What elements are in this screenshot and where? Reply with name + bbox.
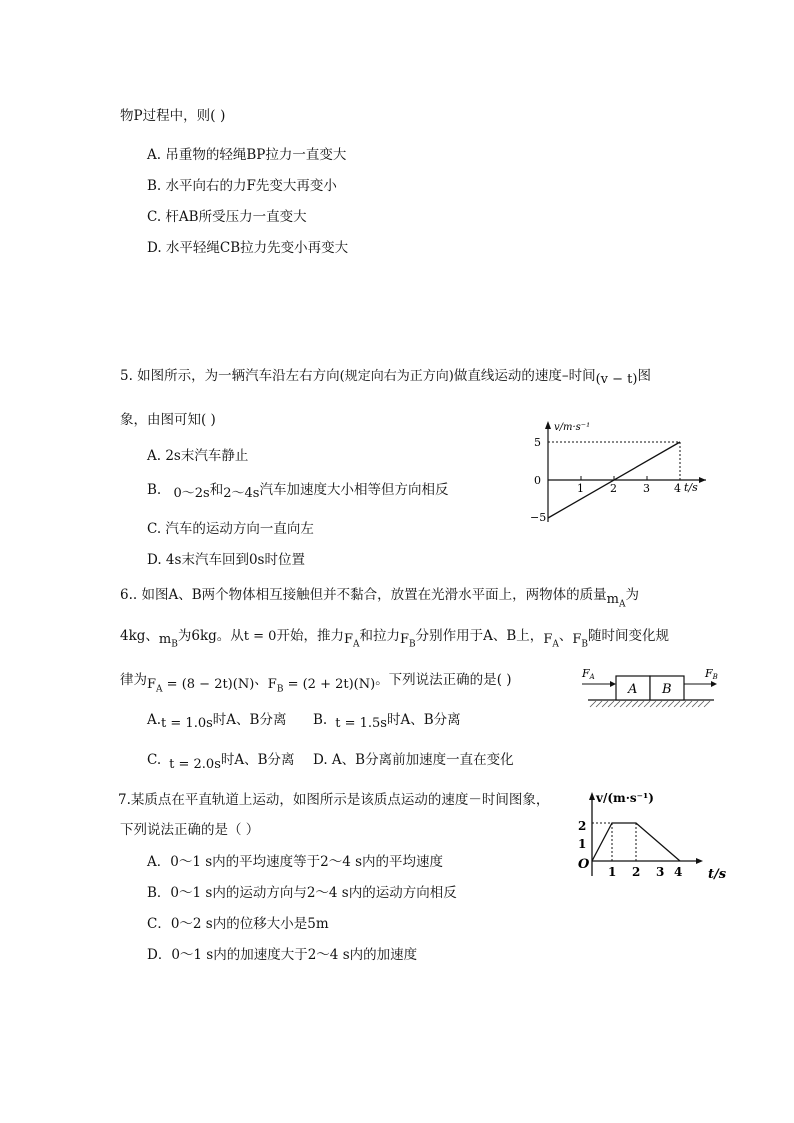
q6-option-d: D. A、B分离前加速度一直在变化 — [313, 752, 514, 768]
q7-vt-graph — [572, 788, 740, 884]
q7-ylabel: v/(m·s⁻¹) — [596, 791, 654, 805]
block-b-label: B — [662, 682, 672, 697]
q6-option-b: B. t = 1.5s时A、B分离 — [313, 712, 461, 731]
y-axis-arrow — [589, 792, 595, 800]
q4-option-b: B. 水平向右的力F先变大再变小 — [147, 178, 337, 194]
q6-blocks-figure — [580, 664, 720, 716]
q6-stem-line3: 律为$F_A = (8 - 2t)(N)$、$F_B = (2 + 2t)(N)$。下列说法正确的是( ) — [120, 672, 512, 695]
force-b-arrowhead — [711, 681, 717, 687]
block-a-label: A — [628, 682, 638, 697]
q4-option-c: C. 杆AB所受压力一直变大 — [147, 209, 307, 225]
y-label-neg5: −5 — [530, 511, 547, 524]
x-tick-2: 2 — [632, 865, 641, 879]
q6-option-a: A.t = 1.0s时A、B分离 — [147, 712, 287, 731]
y-tick-1: 1 — [578, 837, 587, 851]
q6-stem-line1: 6.. 如图A、B两个物体相互接触但并不黏合，放置在光滑水平面上，两物体的质量$m_A$为 — [120, 587, 639, 610]
q6-stem-line2: 4kg、$m_B$为6kg。从t = 0开始，推力$F_A$和拉力$F_B$分别作用于A、B上，$F_A$、$F_B$随时间变化规 — [120, 628, 669, 650]
q7-option-b: B．0～1 s内的运动方向与2～4 s内的运动方向相反 — [147, 885, 457, 901]
q7-option-a: A．0～1 s内的平均速度等于2～4 s内的平均速度 — [147, 854, 444, 870]
q5-ylabel: v/m·s⁻¹ — [554, 422, 591, 433]
q5-option-d: D. 4s末汽车回到0s时位置 — [147, 552, 305, 568]
y-label-5: 5 — [534, 436, 541, 449]
q5-option-c: C. 汽车的运动方向一直向左 — [147, 521, 314, 537]
force-a-label: FA — [582, 667, 595, 681]
tick-label-4: 4 — [674, 482, 681, 495]
q5-option-b: B. 0～2s和2～4s汽车加速度大小相等但方向相反 — [147, 482, 449, 501]
x-tick-3: 3 — [656, 865, 665, 879]
force-b-label: FB — [705, 667, 718, 681]
x-axis-arrow — [696, 858, 703, 864]
q7-option-c: C．0～2 s内的位移大小是5m — [147, 916, 329, 932]
ground-hatching — [590, 701, 710, 707]
y-tick-2: 2 — [578, 819, 587, 833]
force-a-arrowhead — [610, 681, 616, 687]
q5-stem-line1: 5. 如图所示，为一辆汽车沿左右方向(规定向右为正方向)做直线运动的速度–时间(v − t)图 — [120, 368, 651, 387]
y-label-0: 0 — [534, 474, 541, 487]
q7-option-d: D．0～1 s内的加速度大于2～4 s内的加速度 — [147, 947, 418, 963]
origin-label: O — [578, 857, 590, 872]
q5-vt-graph — [528, 418, 708, 528]
q7-stem-line1: 7.某质点在平直轨道上运动，如图所示是该质点运动的速度－时间图象， — [118, 792, 550, 808]
q6-option-c: C. t = 2.0s时A、B分离 — [147, 752, 295, 772]
q4-option-d: D. 水平轻绳CB拉力先变小再变大 — [147, 240, 349, 256]
q4-option-a: A. 吊重物的轻绳BP拉力一直变大 — [147, 147, 347, 163]
q5-option-a: A. 2s末汽车静止 — [147, 448, 249, 464]
tick-label-3: 3 — [643, 482, 650, 495]
tick-label-2: 2 — [610, 482, 617, 495]
q4-stem: 物P过程中，则( ) — [120, 108, 226, 124]
q7-xlabel: t/s — [708, 867, 727, 882]
x-tick-1: 1 — [608, 865, 617, 879]
q5-stem-line2: 象，由图可知( ) — [120, 412, 216, 428]
tick-label-1: 1 — [577, 482, 584, 495]
q7-stem-line2: 下列说法正确的是（ ） — [120, 822, 260, 838]
x-axis-arrow — [699, 477, 706, 483]
x-tick-4: 4 — [674, 865, 683, 879]
y-axis-arrow — [545, 421, 551, 429]
q5-xlabel: t/s — [684, 481, 698, 494]
